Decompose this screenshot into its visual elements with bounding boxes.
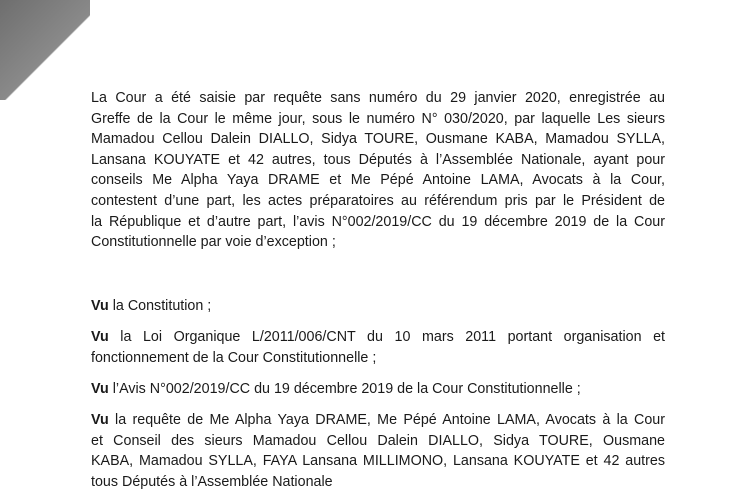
vu-avis — [91, 379, 665, 400]
scan-corner-shadow — [0, 0, 90, 100]
intro-line: Mamadou Cellou Dalein DIALLO, Sidya TOURE, Ousmane KABA, Mamadou SYLLA, — [91, 131, 665, 148]
vu-label: Vu — [91, 298, 109, 314]
intro-paragraph — [91, 88, 665, 253]
vu-label: Vu — [91, 381, 109, 397]
vu-avis-text: l’Avis N°002/2019/CC du 19 décembre 2019 de la Cour Constitutionnelle ; — [108, 381, 581, 397]
vu-requete-text: tous Députés à l’Assemblée Nationale — [91, 473, 333, 490]
intro-line: La Cour a été saisie par requête sans numéro du 29 janvier 2020, enregistrée au — [91, 90, 665, 106]
intro-line: Constitutionnelle par voie d’exception ; — [91, 234, 336, 251]
vu-requete-text: la requête de Me Alpha Yaya DRAME, Me Pépé Antoine LAMA, Avocats à la Cour — [108, 412, 665, 428]
intro-line: la République et d’autre part, l’avis N°002/2019/CC du 19 décembre 2019 de la Cour — [91, 213, 665, 230]
intro-line: contestent d’une part, les actes préparatoires au référendum pris par le Président de — [91, 192, 665, 209]
intro-line: Greffe de la Cour le même jour, sous le numéro N° 030/2020, par laquelle Les sieurs — [91, 110, 665, 127]
vu-loi-text: la Loi Organique L/2011/006/CNT du 10 mars 2011 portant organisation et — [108, 329, 665, 345]
vu-requete-text: KABA, Mamadou SYLLA, FAYA Lansana MILLIMONO, Lansana KOUYATE et 42 autres — [91, 453, 665, 470]
intro-line: Lansana KOUYATE et 42 autres, tous Députés à l’Assemblée Nationale, ayant pour — [91, 151, 665, 168]
vu-label: Vu — [91, 329, 109, 345]
intro-line: conseils Me Alpha Yaya DRAME et Me Pépé Antoine LAMA, Avocats à la Cour, — [91, 172, 665, 189]
vu-loi-organique — [91, 327, 665, 368]
vu-constitution-text: la Constitution ; — [108, 298, 212, 314]
vu-requete — [91, 410, 665, 492]
vu-loi-text: fonctionnement de la Cour Constitutionnelle ; — [91, 349, 377, 366]
vu-label: Vu — [91, 412, 109, 428]
vu-constitution — [91, 296, 665, 317]
vu-requete-text: et Conseil des sieurs Mamadou Cellou Dalein DIALLO, Sidya TOURE, Ousmane — [91, 432, 665, 449]
